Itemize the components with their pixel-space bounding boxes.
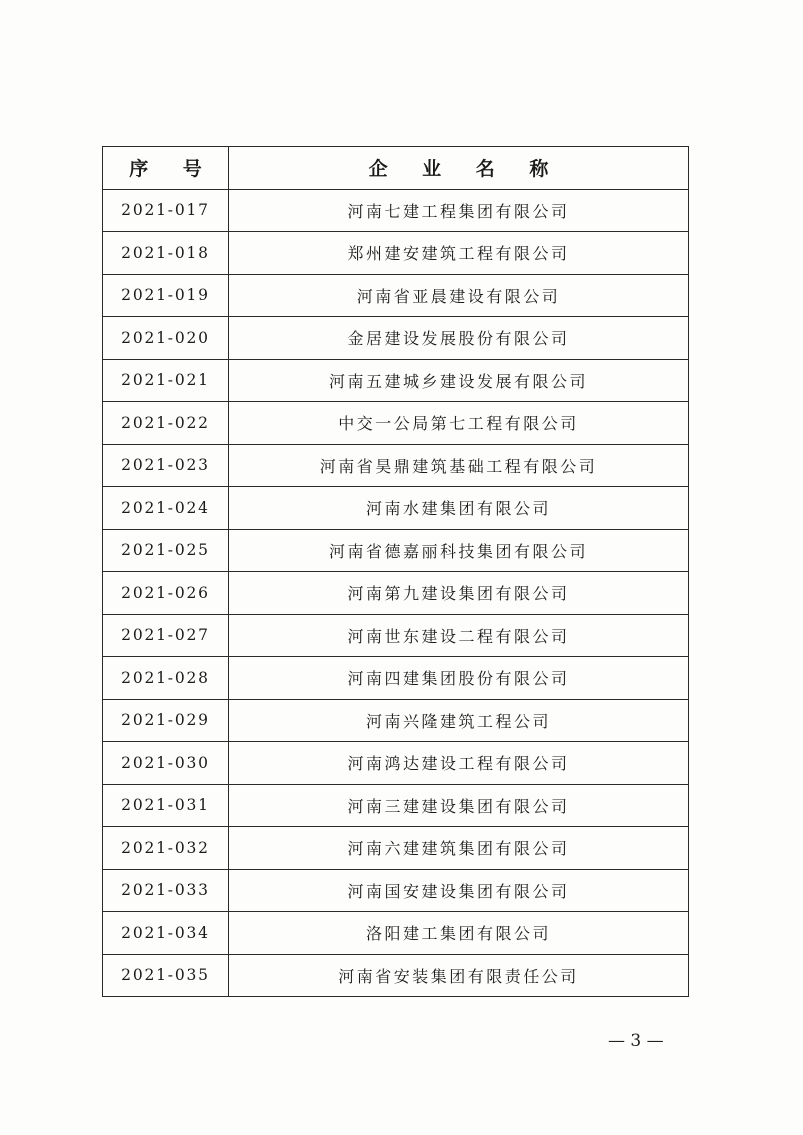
table-row — [103, 699, 689, 742]
serial-number-cell: 2021-017 — [103, 189, 229, 232]
table-row — [103, 742, 689, 785]
serial-number-cell: 2021-021 — [103, 359, 229, 402]
table-row — [103, 232, 689, 275]
company-name-cell: 郑州建安建筑工程有限公司 — [229, 232, 689, 275]
company-name-cell: 河南兴隆建筑工程公司 — [229, 699, 689, 742]
serial-number-cell: 2021-035 — [103, 954, 229, 997]
company-name-cell: 河南六建建筑集团有限公司 — [229, 827, 689, 870]
serial-number-cell: 2021-024 — [103, 487, 229, 530]
company-name-cell: 河南国安建设集团有限公司 — [229, 869, 689, 912]
table-row — [103, 317, 689, 360]
serial-number-cell: 2021-031 — [103, 784, 229, 827]
table-row — [103, 869, 689, 912]
table-row — [103, 657, 689, 700]
company-name-cell: 河南省德嘉丽科技集团有限公司 — [229, 529, 689, 572]
company-name-cell: 洛阳建工集团有限公司 — [229, 912, 689, 955]
company-name-cell: 河南七建工程集团有限公司 — [229, 189, 689, 232]
serial-number-cell: 2021-023 — [103, 444, 229, 487]
header-company-name: 企 业 名 称 — [229, 147, 689, 190]
serial-number-cell: 2021-033 — [103, 869, 229, 912]
company-name-cell: 河南第九建设集团有限公司 — [229, 572, 689, 615]
company-name-cell: 河南三建建设集团有限公司 — [229, 784, 689, 827]
serial-number-cell: 2021-030 — [103, 742, 229, 785]
serial-number-cell: 2021-029 — [103, 699, 229, 742]
table-row — [103, 784, 689, 827]
company-name-cell: 河南五建城乡建设发展有限公司 — [229, 359, 689, 402]
table-row — [103, 912, 689, 955]
table-row — [103, 359, 689, 402]
company-name-cell: 河南鸿达建设工程有限公司 — [229, 742, 689, 785]
table-row — [103, 402, 689, 445]
table-body — [103, 189, 689, 997]
serial-number-cell: 2021-032 — [103, 827, 229, 870]
table-row — [103, 572, 689, 615]
company-name-cell: 河南省安装集团有限责任公司 — [229, 954, 689, 997]
company-name-cell: 河南水建集团有限公司 — [229, 487, 689, 530]
company-name-cell: 河南省亚晨建设有限公司 — [229, 274, 689, 317]
table-row — [103, 954, 689, 997]
table-row — [103, 529, 689, 572]
serial-number-cell: 2021-019 — [103, 274, 229, 317]
serial-number-cell: 2021-020 — [103, 317, 229, 360]
table-row — [103, 189, 689, 232]
company-table — [102, 146, 689, 997]
table-row — [103, 487, 689, 530]
page-number: — 3 — — [608, 1031, 664, 1051]
table-header-row — [103, 147, 689, 190]
serial-number-cell: 2021-022 — [103, 402, 229, 445]
serial-number-cell: 2021-018 — [103, 232, 229, 275]
serial-number-cell: 2021-027 — [103, 614, 229, 657]
serial-number-cell: 2021-025 — [103, 529, 229, 572]
table-row — [103, 614, 689, 657]
serial-number-cell: 2021-026 — [103, 572, 229, 615]
company-name-cell: 中交一公局第七工程有限公司 — [229, 402, 689, 445]
serial-number-cell: 2021-028 — [103, 657, 229, 700]
table-row — [103, 827, 689, 870]
table-row — [103, 274, 689, 317]
header-serial: 序 号 — [103, 147, 229, 190]
company-name-cell: 金居建设发展股份有限公司 — [229, 317, 689, 360]
company-name-cell: 河南省昊鼎建筑基础工程有限公司 — [229, 444, 689, 487]
company-name-cell: 河南世东建设二程有限公司 — [229, 614, 689, 657]
table-row — [103, 444, 689, 487]
serial-number-cell: 2021-034 — [103, 912, 229, 955]
company-name-cell: 河南四建集团股份有限公司 — [229, 657, 689, 700]
